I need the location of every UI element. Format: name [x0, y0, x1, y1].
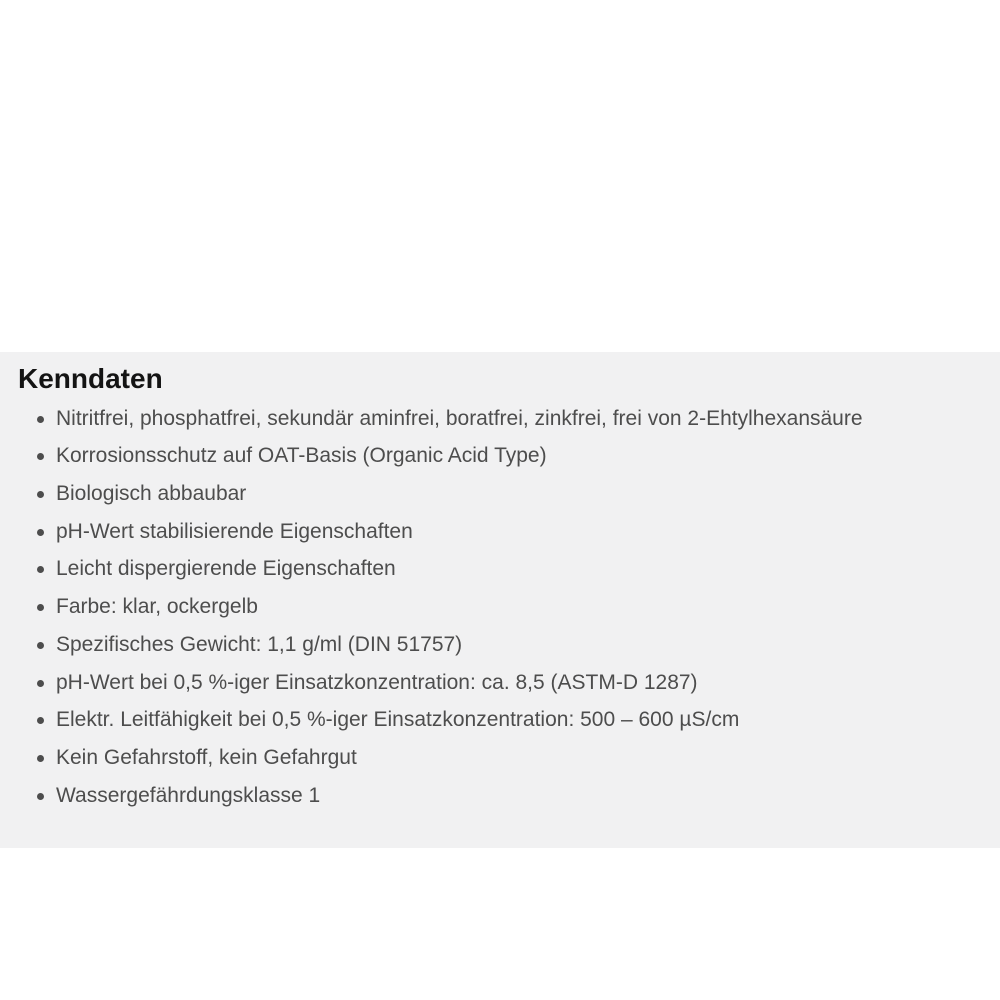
list-item: Spezifisches Gewicht: 1,1 g/ml (DIN 51757) — [56, 626, 1000, 664]
list-item: Biologisch abbaubar — [56, 475, 1000, 513]
list-item: Wassergefährdungsklasse 1 — [56, 777, 1000, 815]
list-item: Kein Gefahrstoff, kein Gefahrgut — [56, 739, 1000, 777]
spec-list — [18, 400, 1000, 815]
list-item: Elektr. Leitfähigkeit bei 0,5 %-iger Einsatzkonzentration: 500 – 600 µS/cm — [56, 701, 1000, 739]
list-item: Korrosionsschutz auf OAT-Basis (Organic Acid Type) — [56, 437, 1000, 475]
list-item: Nitritfrei, phosphatfrei, sekundär aminfrei, boratfrei, zinkfrei, frei von 2-Ehtylhexansäure — [56, 400, 1000, 438]
section-title: Kenndaten — [18, 363, 163, 394]
list-item: Farbe: klar, ockergelb — [56, 588, 1000, 626]
list-item: pH-Wert stabilisierende Eigenschaften — [56, 513, 1000, 551]
list-item: pH-Wert bei 0,5 %-iger Einsatzkonzentration: ca. 8,5 (ASTM-D 1287) — [56, 664, 1000, 702]
list-item: Leicht dispergierende Eigenschaften — [56, 550, 1000, 588]
spec-panel — [0, 352, 1000, 848]
